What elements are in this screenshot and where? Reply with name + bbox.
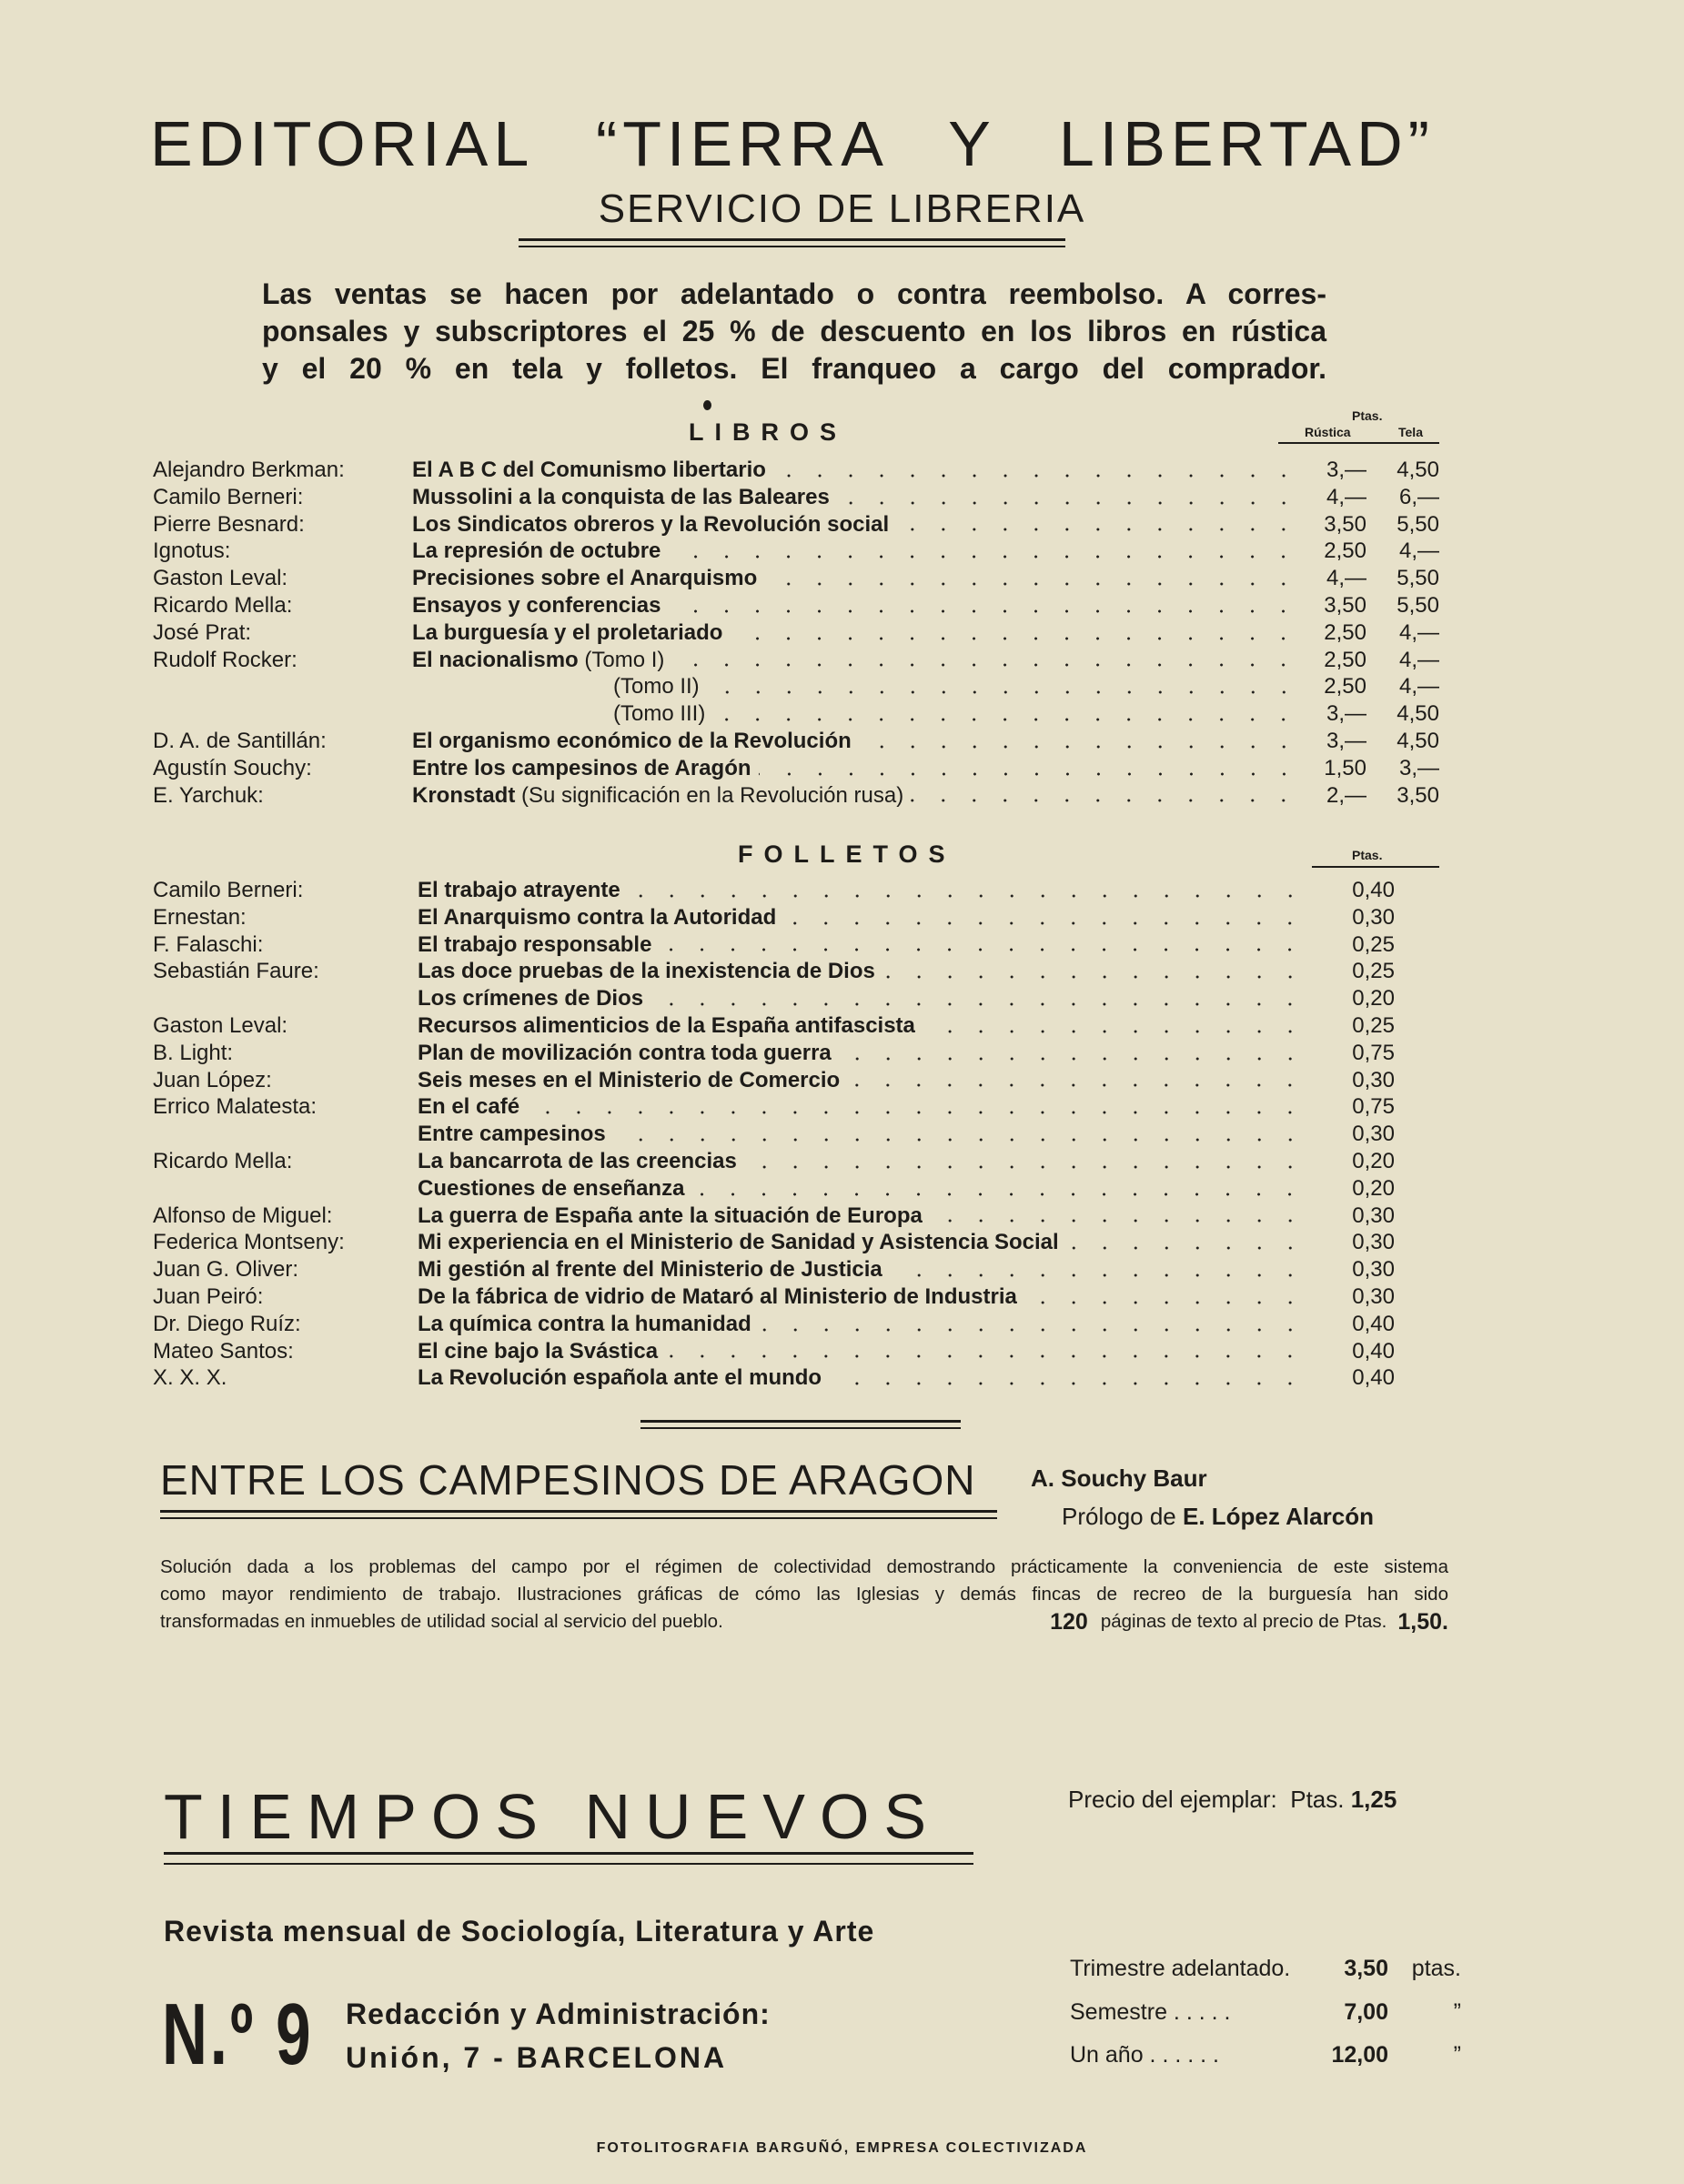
pamphlet-price: 0,25 [1352,1012,1395,1038]
subscription-value: 3,50 [1344,1956,1388,1981]
book-title-suffix: (Su significación en la Revolución rusa) [515,782,904,808]
price-tela: 4,— [1398,619,1439,645]
book-title: Los Sindicatos obreros y la Revolución social [412,511,890,537]
dot-leader [911,791,1299,804]
subscription-label: Un año . . . . . . [1070,2042,1219,2068]
pamphlet-row [153,1013,1395,1041]
book-author: D. A. de Santillán: [153,728,327,753]
book-author: E. Yarchuk: [153,782,264,808]
pamphlet-price: 0,75 [1352,1094,1395,1120]
pamphlet-price: 0,30 [1352,1122,1395,1147]
pamphlet-price: 0,30 [1352,1067,1395,1092]
address-line: Unión, 7 - BARCELONA [346,2041,728,2074]
price-rustica: 2,50 [1324,538,1366,564]
subscription-value: 7,00 [1344,1999,1388,2025]
pamphlet-row [153,1094,1395,1122]
pamphlet-author: F. Falaschi: [153,931,264,957]
book-row [153,458,1439,485]
book-row [153,701,1439,729]
dot-leader [707,683,1299,696]
book-row [153,729,1439,756]
subscription-row [1070,2042,1461,2068]
pamphlet-author: Juan G. Oliver: [153,1257,299,1283]
pamphlet-title: Los crímenes de Dios [418,986,644,1011]
pamphlet-row [153,1176,1395,1203]
issue-number: N.º 9 [162,1986,314,2083]
pamphlet-price: 0,40 [1352,878,1395,902]
pamphlet-title: El cine bajo la Svástica [418,1338,659,1364]
book-author: Ignotus: [153,538,231,564]
redaccion-label: Redacción y Administración: [346,1998,771,2030]
book-ad-author: A. Souchy Baur [1031,1464,1207,1492]
pamphlet-title: De la fábrica de vidrio de Mataró al Ministerio de Industria [418,1283,1017,1309]
pamphlet-author: Camilo Berneri: [153,878,304,902]
dot-leader [668,602,1299,615]
pages-count: 120 [1050,1609,1088,1635]
pamphlet-row [153,878,1395,905]
book-row [153,620,1439,648]
book-row [153,512,1439,539]
magazine-address [346,1992,771,2079]
pamphlet-row [153,1312,1395,1339]
price-rustica: 3,50 [1324,592,1366,618]
dot-leader [829,1374,1306,1387]
dot-leader [665,1347,1306,1360]
dot-leader [783,914,1306,927]
intro-line: y el 20 % en tela y folletos. El franqueo a cargo del comprador. [262,352,1326,385]
description-line: transformadas en inmuebles de utilidad social al servicio del pueblo. [160,1611,723,1632]
pamphlet-title: La Revolución española ante el mundo [418,1365,822,1391]
book-author: Agustín Souchy: [153,755,312,780]
dot-leader [773,467,1299,479]
section-divider [640,1420,961,1429]
pamphlet-row [153,1284,1395,1312]
dot-leader [527,1103,1306,1116]
pamphlet-price: 0,40 [1352,1338,1395,1364]
book-author: Alejandro Berkman: [153,458,345,482]
issue-price-label: Precio del ejemplar: [1068,1786,1277,1813]
pamphlet-author: Federica Montseny: [153,1230,345,1255]
dot-leader [1066,1239,1306,1252]
pamphlet-title: En el café [418,1094,520,1120]
book-title: Entre los campesinos de Aragón [412,755,751,780]
folletos-ptas-label: Ptas. [1352,848,1383,862]
book-author: Ricardo Mella: [153,592,293,618]
book-price: 1,50. [1397,1609,1448,1635]
book-row [153,648,1439,675]
magazine-title-rule [164,1852,973,1865]
pamphlet-row [153,932,1395,960]
pamphlet-author: Sebastián Faure: [153,959,319,984]
dot-leader [668,548,1299,560]
dot-leader [691,1185,1306,1198]
book-ad-description [160,1554,1448,1635]
description-line: como mayor rendimiento de trabajo. Ilustraciones gráficas de cómo las Iglesias y demás fincas de recreo de la burguesía han sido [160,1584,1448,1605]
pamphlet-price: 0,20 [1352,1148,1395,1173]
book-row [153,783,1439,810]
dot-leader [847,1076,1306,1089]
book-title: El organismo económico de la Revolución [412,728,852,753]
dot-leader [659,941,1306,953]
dot-leader [650,995,1306,1008]
pamphlet-price: 0,25 [1352,931,1395,957]
pamphlet-author: Errico Malatesta: [153,1094,318,1120]
pamphlet-title: La química contra la humanidad [418,1311,751,1336]
pamphlet-row [153,1230,1395,1257]
book-author: Rudolf Rocker: [153,647,297,672]
book-title-suffix: (Tomo I) [578,647,665,672]
pamphlet-author: Juan López: [153,1067,272,1092]
prologo-prefix: Prólogo de [1062,1503,1176,1530]
book-author: Pierre Besnard: [153,511,305,537]
dot-leader [923,1022,1306,1035]
price-tela: 4,50 [1397,701,1439,727]
pamphlet-title: Recursos alimenticios de la España antifascista [418,1012,915,1038]
price-tela: 5,50 [1397,566,1439,591]
libros-header-rule [1278,442,1439,444]
subscription-row [1070,1956,1461,1982]
pamphlet-author: Dr. Diego Ruíz: [153,1311,301,1336]
pamphlet-row [153,1365,1395,1393]
pamphlet-author: Alfonso de Miguel: [153,1203,333,1228]
pamphlet-title: Las doce pruebas de la inexistencia de Dios [418,959,875,984]
pamphlet-title: El Anarquismo contra la Autoridad [418,904,777,930]
dot-leader [839,1050,1306,1062]
book-row [153,674,1439,701]
pamphlet-row [153,959,1395,986]
folletos-header-rule [1312,866,1439,868]
col-tela-label: Tela [1398,425,1423,439]
issue-price [1068,1786,1397,1814]
price-tela: 4,— [1398,647,1439,672]
pamphlet-row [153,905,1395,932]
price-rustica: 3,— [1326,458,1366,482]
book-title: Ensayos y conferencias [412,592,661,618]
intro-line: ponsales y subscriptores el 25 % de descuento en los libros en rústica [262,315,1326,347]
printer-footer: FOTOLITOGRAFIA BARGUÑÓ, EMPRESA COLECTIVIZADA [596,2140,1088,2156]
pamphlet-price: 0,25 [1352,959,1395,984]
pamphlet-row [153,1203,1395,1231]
price-tela: 5,50 [1397,511,1439,537]
dot-leader [712,710,1299,723]
pamphlet-title: Mi gestión al frente del Ministerio de Justicia [418,1257,882,1283]
book-title: Precisiones sobre el Anarquismo [412,566,758,591]
dot-leader [759,765,1299,778]
dot-leader [764,575,1299,588]
book-title-suffix: (Tomo III) [613,701,706,727]
book-author: José Prat: [153,619,252,645]
pamphlet-author: Mateo Santos: [153,1338,294,1364]
price-tela: 4,50 [1397,728,1439,753]
pamphlet-title: La bancarrota de las creencias [418,1148,737,1173]
book-title: El nacionalismo [412,647,579,672]
dot-leader [930,1212,1306,1224]
libros-heading: LIBROS [689,418,848,446]
pamphlet-author: Ernestan: [153,904,247,930]
prologo-name: E. López Alarcón [1183,1503,1374,1530]
subscription-label: Trimestre adelantado. [1070,1956,1291,1981]
pamphlet-row [153,1041,1395,1068]
price-tela: 4,— [1398,538,1439,564]
pamphlet-price: 0,30 [1352,1203,1395,1228]
book-row [153,566,1439,593]
intro-paragraph [262,276,1326,387]
dot-leader [628,887,1306,900]
intro-line: Las ventas se hacen por adelantado o contra reembolso. A corres- [262,277,1326,310]
price-rustica: 4,— [1326,566,1366,591]
col-rustica-label: Rústica [1305,425,1351,439]
book-title: Mussolini a la conquista de las Baleares [412,484,830,509]
dot-leader [671,656,1299,669]
price-tela: 4,— [1398,674,1439,699]
book-author: Gaston Leval: [153,566,288,591]
price-rustica: 3,— [1326,701,1366,727]
price-rustica: 3,— [1326,728,1366,753]
book-title: El A B C del Comunismo libertario [412,458,766,482]
pamphlet-price: 0,20 [1352,986,1395,1011]
price-rustica: 2,50 [1324,619,1366,645]
subscription-value: 12,00 [1331,2042,1388,2068]
book-ad-prologo [1062,1503,1374,1531]
pamphlet-title: Entre campesinos [418,1122,606,1147]
book-title: La burguesía y el proletariado [412,619,723,645]
pages-label: páginas de texto al precio de Ptas. [1100,1611,1387,1632]
pamphlet-title: Cuestiones de enseñanza [418,1175,685,1201]
dot-leader [882,968,1306,981]
pamphlet-price: 0,75 [1352,1040,1395,1065]
dot-leader [837,494,1299,507]
pamphlet-row [153,1122,1395,1149]
subscription-label: Semestre . . . . . [1070,1999,1231,2025]
issue-price-value: 1,25 [1350,1786,1397,1813]
dot-leader [859,738,1299,750]
price-rustica: 2,50 [1324,647,1366,672]
dot-leader [896,520,1299,533]
pamphlet-price: 0,40 [1352,1365,1395,1391]
subscription-unit: ptas. [1411,1956,1461,1981]
book-title-suffix: (Tomo II) [613,674,700,699]
book-row [153,485,1439,512]
price-tela: 6,— [1398,484,1439,509]
pamphlet-row [153,1068,1395,1095]
price-rustica: 2,— [1326,782,1366,808]
price-tela: 3,— [1398,755,1439,780]
pamphlet-author: Ricardo Mella: [153,1148,293,1173]
price-tela: 4,50 [1397,458,1439,482]
book-row [153,593,1439,620]
book-title: Kronstadt [412,782,516,808]
pamphlet-price: 0,30 [1352,1230,1395,1255]
bullet-ornament [703,400,711,410]
price-rustica: 2,50 [1324,674,1366,699]
pamphlet-price: 0,30 [1352,1257,1395,1283]
pamphlet-row [153,1257,1395,1284]
page-subtitle: SERVICIO DE LIBRERIA [598,186,1086,231]
pamphlet-title: El trabajo atrayente [418,878,620,902]
pamphlet-title: El trabajo responsable [418,931,652,957]
book-row [153,756,1439,783]
magazine-title: TIEMPOS NUEVOS [164,1781,942,1852]
subscription-unit: ” [1453,1999,1461,2025]
page-title: EDITORIAL “TIERRA Y LIBERTAD” [150,108,1435,179]
book-row [153,538,1439,566]
pamphlet-title: Plan de movilización contra toda guerra [418,1040,832,1065]
dot-leader [730,629,1299,642]
folletos-list [153,878,1395,1393]
pamphlet-row [153,1149,1395,1176]
subscription-row [1070,1999,1461,2026]
pamphlet-price: 0,40 [1352,1311,1395,1336]
pamphlet-title: Seis meses en el Ministerio de Comercio [418,1067,841,1092]
pamphlet-title: La guerra de España ante la situación de Europa [418,1203,923,1228]
dot-leader [759,1321,1306,1334]
book-author: Camilo Berneri: [153,484,304,509]
price-rustica: 1,50 [1324,755,1366,780]
book-ad-rule [160,1510,997,1519]
pamphlet-price: 0,20 [1352,1175,1395,1201]
folletos-heading: FOLLETOS [738,840,956,868]
pamphlet-author: X. X. X. [153,1365,227,1391]
price-rustica: 4,— [1326,484,1366,509]
pamphlet-row [153,1339,1395,1366]
book-title: La represión de octubre [412,538,661,564]
libros-list [153,458,1439,810]
libros-ptas-label: Ptas. [1352,408,1383,423]
dot-leader [744,1158,1306,1171]
magazine-subtitle: Revista mensual de Sociología, Literatura y Arte [164,1915,875,1947]
dot-leader [890,1266,1306,1279]
pamphlet-row [153,986,1395,1013]
price-tela: 3,50 [1397,782,1439,808]
price-tela: 5,50 [1397,592,1439,618]
pamphlet-price: 0,30 [1352,1283,1395,1309]
pamphlet-price: 0,30 [1352,904,1395,930]
price-rustica: 3,50 [1324,511,1366,537]
pamphlet-author: Gaston Leval: [153,1012,288,1038]
pamphlet-author: Juan Peiró: [153,1283,264,1309]
issue-price-unit: Ptas. [1290,1786,1345,1813]
subtitle-double-rule [519,238,1065,247]
book-ad-title: ENTRE LOS CAMPESINOS DE ARAGON [160,1456,976,1504]
pamphlet-author: B. Light: [153,1040,234,1065]
dot-leader [613,1131,1306,1143]
pamphlet-title: Mi experiencia en el Ministerio de Sanidad y Asistencia Social [418,1230,1059,1255]
subscription-unit: ” [1453,2042,1461,2068]
dot-leader [1024,1293,1306,1306]
description-line: Solución dada a los problemas del campo por el régimen de colectividad demostrando prácticamente la conveniencia de este sistema [160,1556,1448,1577]
